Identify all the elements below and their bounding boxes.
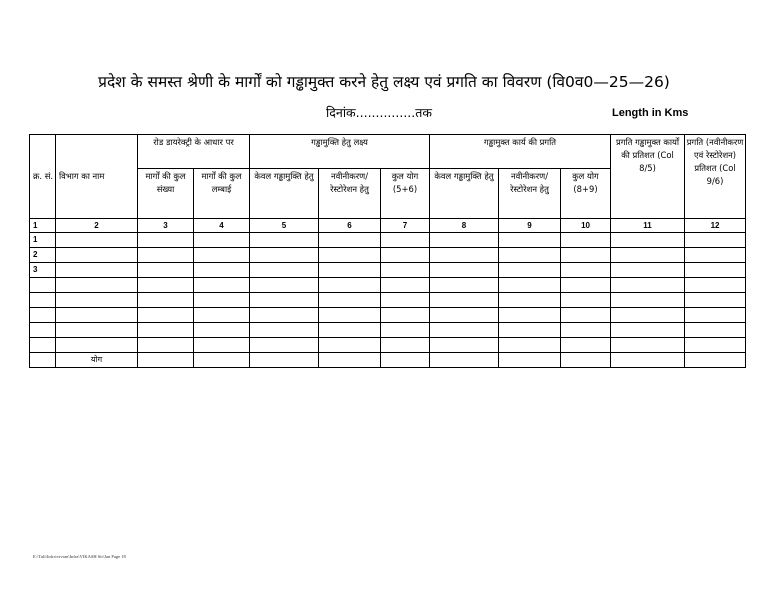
table-cell (381, 233, 430, 248)
table-cell (611, 323, 685, 338)
table-cell (319, 263, 381, 278)
table-cell (56, 233, 138, 248)
row-sr-no (30, 338, 56, 353)
header-department: विभाग का नाम (56, 135, 138, 219)
table-row (30, 338, 746, 353)
header-road-length: मार्गों की कुल लम्बाई (194, 169, 250, 219)
table-cell (138, 338, 194, 353)
table-cell (611, 308, 685, 323)
table-cell (194, 278, 250, 293)
row-sr-no (30, 278, 56, 293)
column-number-row (30, 219, 746, 233)
header-progress-total: कुल योग (8+9) (561, 169, 611, 219)
table-row (30, 308, 746, 323)
table-cell (561, 323, 611, 338)
table-cell (319, 248, 381, 263)
table-cell (499, 278, 561, 293)
header-target-renewal: नवीनीकरण/ रेस्टोरेशन हेतु (319, 169, 381, 219)
table-cell (561, 308, 611, 323)
row-sr-no (30, 293, 56, 308)
table-cell (381, 338, 430, 353)
header-pct-renewal: प्रगति (नवीनीकरण एवं रेस्टोरेशन) प्रतिशत (Col 9/6) (685, 135, 746, 219)
table-cell (611, 263, 685, 278)
table-cell (430, 278, 499, 293)
table-cell (194, 308, 250, 323)
table-cell (499, 263, 561, 278)
table-cell (319, 278, 381, 293)
table-row (30, 278, 746, 293)
table-cell (381, 248, 430, 263)
table-cell (430, 308, 499, 323)
table-cell (319, 338, 381, 353)
header-pct-pothole: प्रगति गड्ढामुक्त कार्यों की प्रतिशत (Col 8/5) (611, 135, 685, 219)
table-cell (685, 308, 746, 323)
header-road-directory: रोड डायरेक्ट्री के आधार पर (138, 135, 250, 169)
table-cell (611, 353, 685, 368)
table-cell (561, 338, 611, 353)
column-number: 12 (685, 219, 746, 233)
column-number: 2 (56, 219, 138, 233)
table-cell (381, 293, 430, 308)
header-progress-pothole: केवल गड्ढामुक्ति हेतु (430, 169, 499, 219)
table-cell (430, 338, 499, 353)
table-cell (194, 248, 250, 263)
footer-path: E:\Tuli\Infra\vivran\Infra\VIKASH Sir\Jan Page 18 (33, 554, 126, 559)
table-cell (194, 323, 250, 338)
header-target: गड्ढामुक्ति हेतु लक्ष्य (250, 135, 430, 169)
table-cell (56, 293, 138, 308)
table-cell (685, 248, 746, 263)
table-cell (250, 308, 319, 323)
table-cell (138, 248, 194, 263)
table-cell (250, 233, 319, 248)
table-cell (250, 293, 319, 308)
column-number: 8 (430, 219, 499, 233)
table-cell (430, 353, 499, 368)
table-cell (381, 353, 430, 368)
table-cell (56, 278, 138, 293)
table-cell (561, 353, 611, 368)
table-cell (56, 263, 138, 278)
table-cell (561, 278, 611, 293)
column-number: 1 (30, 219, 56, 233)
table-cell (56, 308, 138, 323)
unit-label: Length in Kms (612, 107, 689, 119)
table-row (30, 293, 746, 308)
total-row (30, 353, 746, 368)
table-cell (685, 278, 746, 293)
table-cell (319, 293, 381, 308)
column-number: 7 (381, 219, 430, 233)
table-cell (430, 233, 499, 248)
table-cell (138, 293, 194, 308)
table-row (30, 263, 746, 278)
table-cell (430, 293, 499, 308)
table-cell (56, 338, 138, 353)
table-row (30, 233, 746, 248)
table-cell (250, 263, 319, 278)
table-cell (319, 233, 381, 248)
table-cell (685, 353, 746, 368)
total-label: योग (56, 353, 138, 368)
table-cell (685, 293, 746, 308)
column-number: 4 (194, 219, 250, 233)
table-cell (561, 293, 611, 308)
table-cell (561, 263, 611, 278)
header-progress-renewal: नवीनीकरण/ रेस्टोरेशन हेतु (499, 169, 561, 219)
table-cell (685, 263, 746, 278)
table-cell (561, 248, 611, 263)
column-number: 9 (499, 219, 561, 233)
table-row (30, 323, 746, 338)
table-cell (30, 353, 56, 368)
progress-table (29, 134, 746, 368)
table-cell (138, 233, 194, 248)
table-cell (499, 353, 561, 368)
header-sr-no: क्र. सं. (30, 135, 56, 219)
header-road-count: मार्गों की कुल संख्या (138, 169, 194, 219)
column-number: 11 (611, 219, 685, 233)
table-cell (685, 233, 746, 248)
table-cell (381, 323, 430, 338)
table-cell (561, 233, 611, 248)
table-cell (138, 353, 194, 368)
table-cell (56, 248, 138, 263)
table-cell (611, 278, 685, 293)
table-cell (499, 338, 561, 353)
table-cell (499, 248, 561, 263)
table-cell (250, 353, 319, 368)
table-cell (138, 323, 194, 338)
table-cell (194, 353, 250, 368)
table-cell (56, 323, 138, 338)
table-cell (319, 308, 381, 323)
table-cell (611, 233, 685, 248)
table-cell (611, 338, 685, 353)
table-cell (611, 293, 685, 308)
header-target-pothole: केवल गड्ढामुक्ति हेतु (250, 169, 319, 219)
table-cell (430, 263, 499, 278)
table-cell (250, 248, 319, 263)
table-cell (138, 308, 194, 323)
table-cell (685, 338, 746, 353)
table-cell (499, 293, 561, 308)
header-progress: गड्ढामुक्त कार्य की प्रगति (430, 135, 611, 169)
table-cell (250, 278, 319, 293)
row-sr-no: 2 (30, 248, 56, 263)
column-number: 6 (319, 219, 381, 233)
column-number: 10 (561, 219, 611, 233)
table-cell (194, 263, 250, 278)
table-cell (319, 323, 381, 338)
table-cell (138, 278, 194, 293)
table-cell (381, 263, 430, 278)
column-number: 3 (138, 219, 194, 233)
table-cell (611, 248, 685, 263)
table-cell (250, 323, 319, 338)
table-cell (381, 278, 430, 293)
table-cell (194, 338, 250, 353)
page-title: प्रदेश के समस्त श्रेणी के मार्गों को गड्ढामुक्त करने हेतु लक्ष्य एवं प्रगति का विवरण (वि0व0—25—26) (98, 73, 670, 91)
row-sr-no: 3 (30, 263, 56, 278)
table-cell (499, 308, 561, 323)
table-cell (250, 338, 319, 353)
row-sr-no (30, 323, 56, 338)
table-cell (430, 323, 499, 338)
header-target-total: कुल योग (5+6) (381, 169, 430, 219)
table-cell (685, 323, 746, 338)
table-cell (194, 233, 250, 248)
column-number: 5 (250, 219, 319, 233)
row-sr-no (30, 308, 56, 323)
table-cell (381, 308, 430, 323)
table-cell (194, 293, 250, 308)
table-cell (138, 263, 194, 278)
date-line: दिनांक...............तक (326, 105, 432, 120)
table-cell (430, 248, 499, 263)
row-sr-no: 1 (30, 233, 56, 248)
table-cell (499, 323, 561, 338)
table-cell (319, 353, 381, 368)
table-row (30, 248, 746, 263)
table-cell (499, 233, 561, 248)
